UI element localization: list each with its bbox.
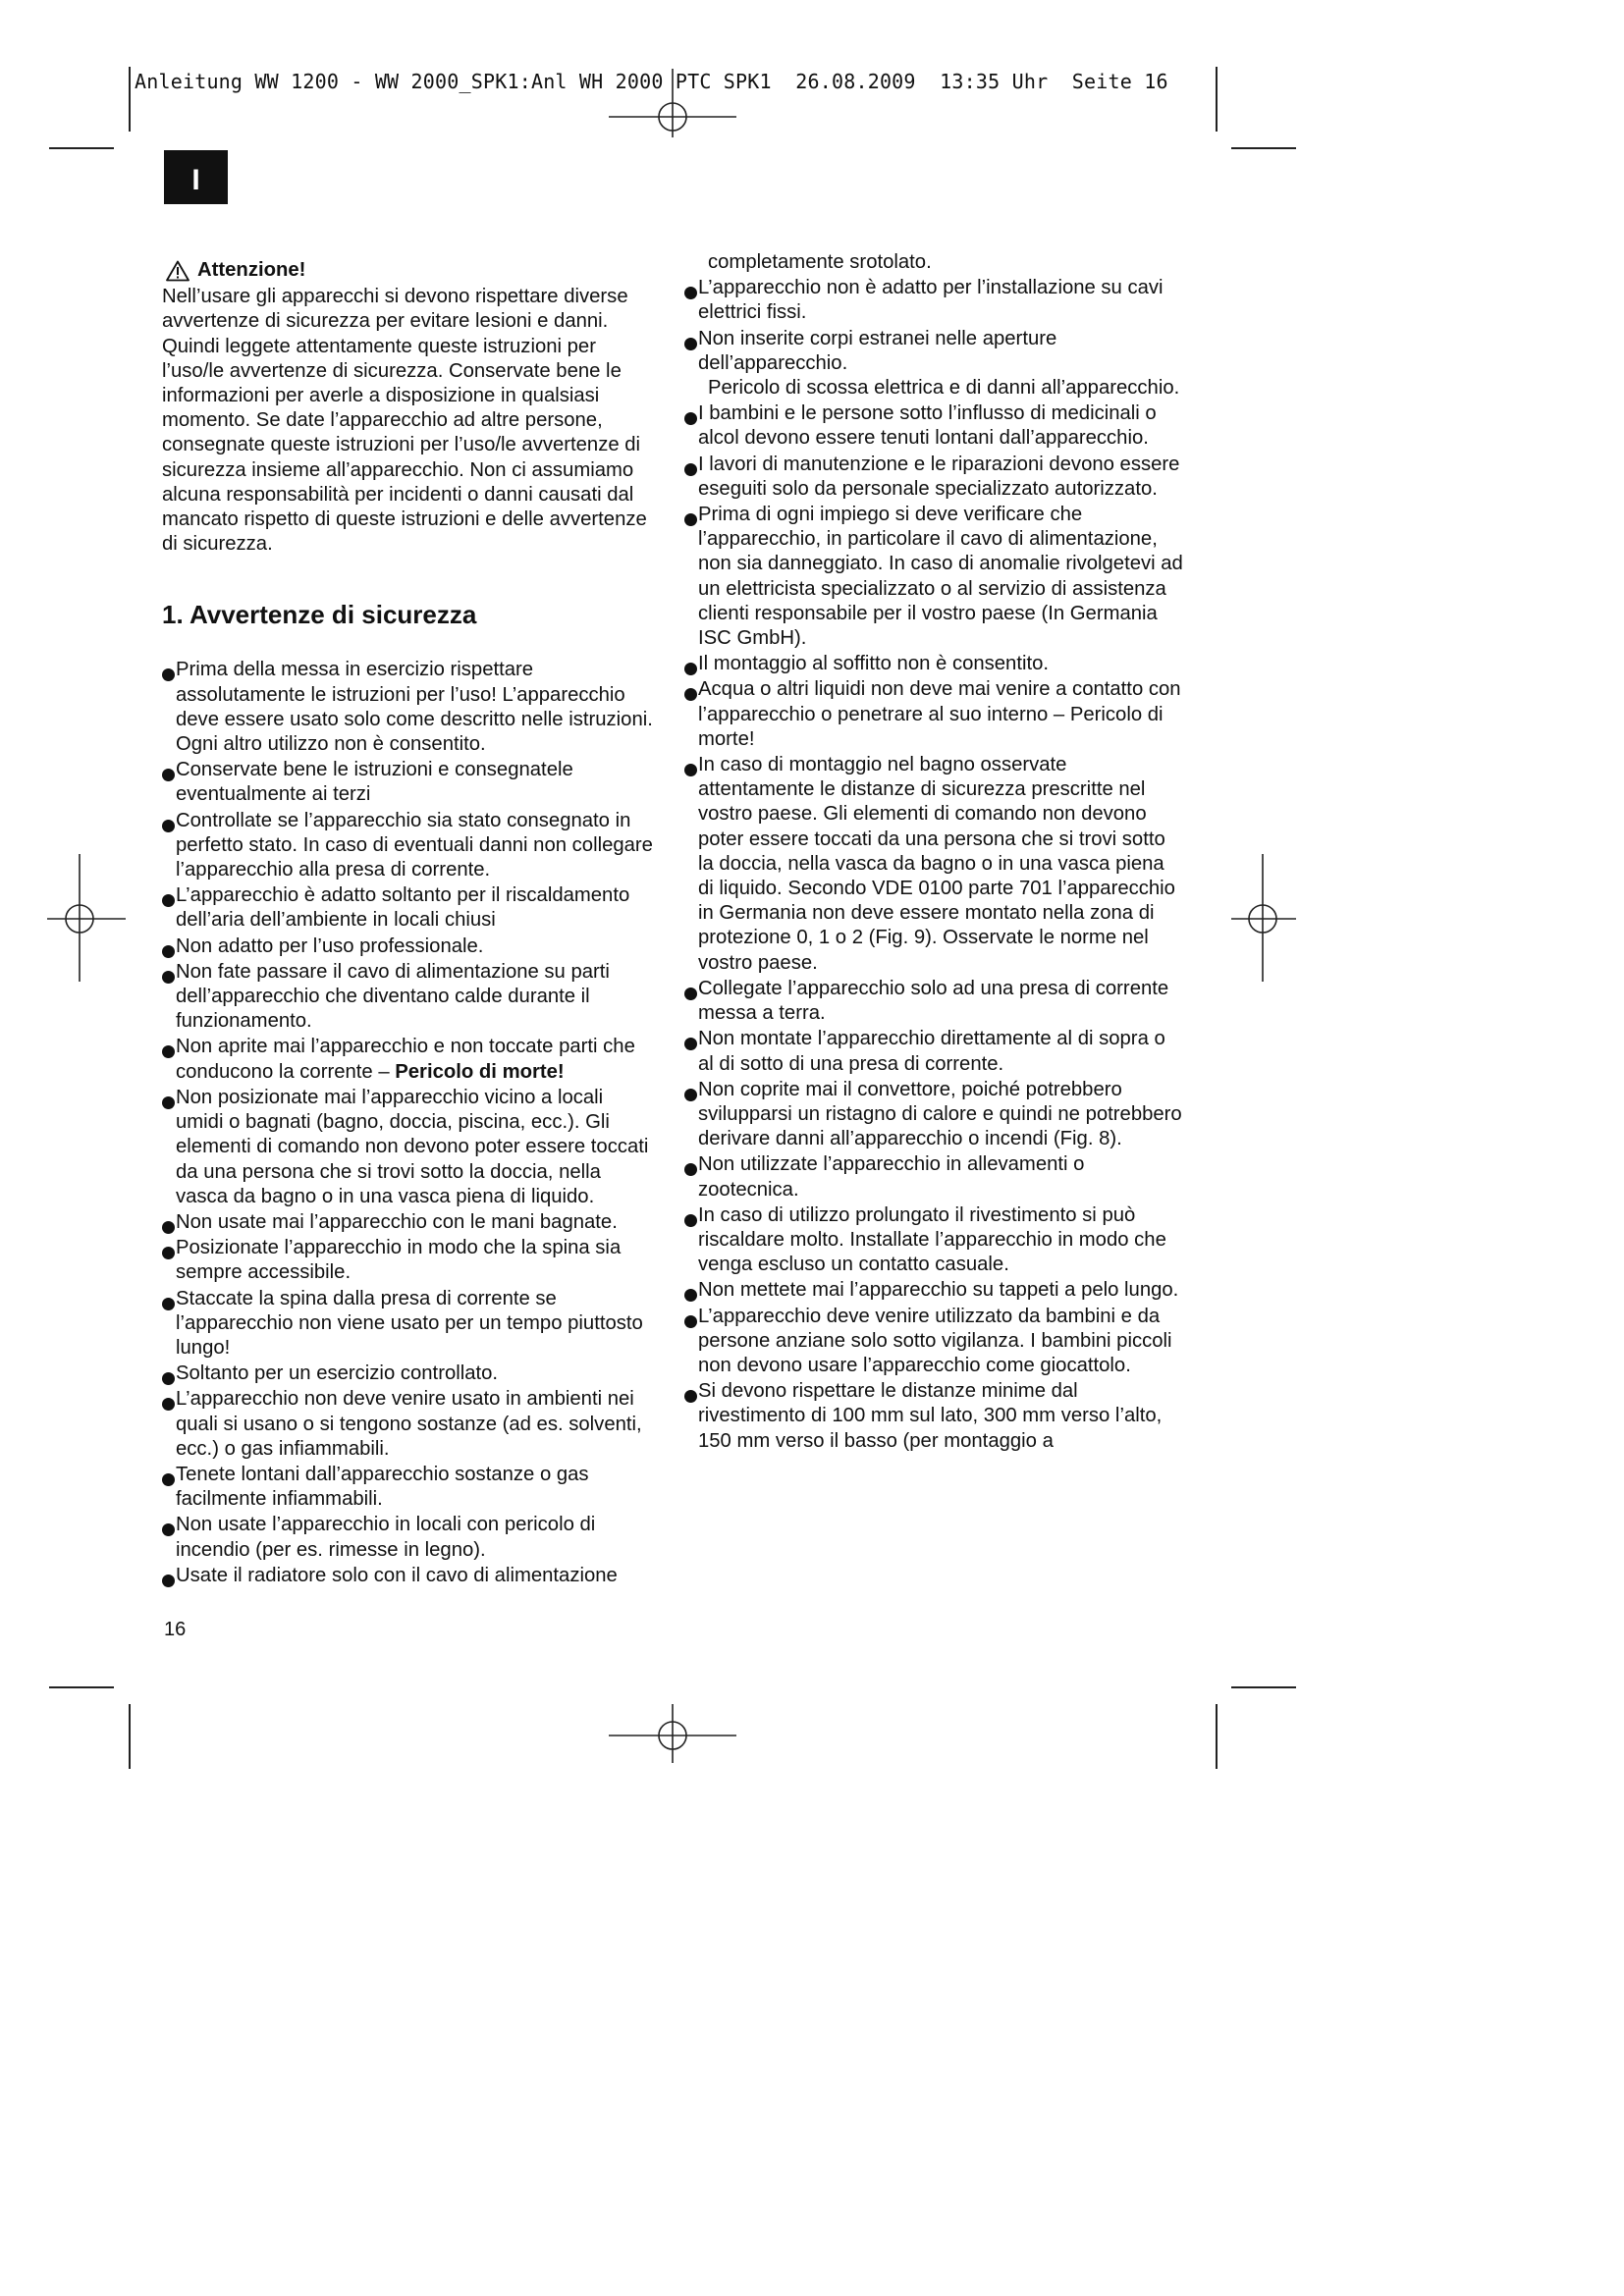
list-item: Usate il radiatore solo con il cavo di alimentazione: [162, 1564, 653, 1588]
list-item: Non montate l’apparecchio direttamente al di sopra o al di sotto di una presa di corrente.: [684, 1027, 1185, 1076]
registration-mark-bottom: [609, 1704, 736, 1773]
warning-heading: [166, 258, 653, 283]
print-header: Anleitung WW 1200 - WW 2000_SPK1:Anl WH 2000 PTC SPK1 26.08.2009 13:35 Uhr Seite 16: [135, 70, 1168, 93]
list-item: Non mettete mai l’apparecchio su tappeti a pelo lungo.: [684, 1278, 1185, 1303]
list-item: Soltanto per un esercizio controllato.: [162, 1362, 653, 1386]
crop-mark-bottom-left-vertical: [129, 1704, 131, 1769]
list-item: Il montaggio al soffitto non è consentito.: [684, 652, 1185, 676]
crop-mark-top-right-horizontal: [1231, 147, 1296, 149]
language-tab: I: [164, 150, 228, 204]
crop-mark-bottom-left-horizontal: [49, 1686, 114, 1688]
list-item-continuation: completamente srotolato.: [708, 251, 932, 273]
list-item: L’apparecchio non è adatto per l’installazione su cavi elettrici fissi.: [684, 276, 1185, 325]
list-item: Non inserite corpi estranei nelle aperture dell’apparecchio. Pericolo di scossa elettrica e di danni all’apparecchio.: [684, 327, 1185, 401]
page-number: 16: [164, 1619, 187, 1640]
warning-heading-text: Attenzione!: [197, 259, 306, 281]
list-item: Non adatto per l’uso professionale.: [162, 934, 653, 959]
list-item: Prima di ogni impiego si deve verificare che l’apparecchio, in particolare il cavo di alimentazione, non sia danneggiato. In caso di anomalie rivolgetevi ad un elettricista specializzato o al servizio di assistenza clienti responsabile per il vostro paese (In Germania ISC GmbH).: [684, 503, 1185, 651]
list-item: Non coprite mai il convettore, poiché potrebbero svilupparsi un ristagno di calore e quindi ne potrebbero derivare danni all’apparecchio o incendi (Fig. 8).: [684, 1078, 1185, 1152]
right-column: [684, 250, 1185, 1455]
list-item: L’apparecchio è adatto soltanto per il riscaldamento dell’aria dell’ambiente in locali chiusi: [162, 883, 653, 933]
list-item: Non usate l’apparecchio in locali con pericolo di incendio (per es. rimesse in legno).: [162, 1513, 653, 1562]
right-bullet-list: [684, 250, 1185, 1454]
list-item: Non usate mai l’apparecchio con le mani bagnate.: [162, 1210, 653, 1235]
list-item-note: Pericolo di scossa elettrica e di danni all’apparecchio.: [708, 377, 1180, 400]
list-item: Posizionate l’apparecchio in modo che la spina sia sempre accessibile.: [162, 1236, 653, 1285]
crop-mark-bottom-right-vertical: [1216, 1704, 1218, 1769]
list-item: Acqua o altri liquidi non deve mai venire a contatto con l’apparecchio o penetrare al suo interno – Pericolo di morte!: [684, 677, 1185, 752]
registration-mark-left: [47, 854, 126, 982]
left-column: [162, 258, 653, 1589]
list-item: Prima della messa in esercizio rispettare assolutamente le istruzioni per l’uso! L’apparecchio deve essere usato solo come descritto nelle istruzioni. Ogni altro utilizzo non è consentito.: [162, 658, 653, 757]
registration-mark-right: [1231, 854, 1310, 982]
section-title: 1. Avvertenze di sicurezza: [162, 600, 477, 630]
list-item: I lavori di manutenzione e le riparazioni devono essere eseguiti solo da personale specializzato autorizzato.: [684, 453, 1185, 502]
list-item: Non utilizzate l’apparecchio in allevamenti o zootecnica.: [684, 1152, 1185, 1201]
list-item: Si devono rispettare le distanze minime dal rivestimento di 100 mm sul lato, 300 mm verso l’alto, 150 mm verso il basso (per montaggio a: [684, 1379, 1185, 1454]
warning-triangle-icon: [166, 260, 189, 282]
list-item: In caso di montaggio nel bagno osservate attentamente le distanze di sicurezza prescritte nel vostro paese. Gli elementi di comando non devono poter essere toccati da una persona che si trovi sotto la doccia, nella vasca da bagno o in una vasca piena di liquido. Secondo VDE 0100 parte 701 l’apparecchio in Germania non deve essere montato nella zona di protezione 0, 1 o 2 (Fig. 9). Osservate le norme nel vostro paese.: [684, 753, 1185, 976]
crop-mark-bottom-right-horizontal: [1231, 1686, 1296, 1688]
warning-intro-text: Nell’usare gli apparecchi si devono rispettare diverse avvertenze di sicurezza per evitare lesioni e danni. Quindi leggete attentamente queste istruzioni per l’uso/le avvertenze di sicurezza. Conservate bene le informazioni per averle a disposizione in qualsiasi momento. Se date l’apparecchio ad altre persone, consegnate queste istruzioni per l’uso/le avvertenze di sicurezza insieme all’apparecchio. Non ci assumiamo alcuna responsabilità per incidenti o danni causati dal mancato rispetto di queste istruzioni e delle avvertenze di sicurezza.: [162, 286, 647, 556]
list-item: Conservate bene le istruzioni e consegnatele eventualmente ai terzi: [162, 758, 653, 807]
list-item: Collegate l’apparecchio solo ad una presa di corrente messa a terra.: [684, 977, 1185, 1026]
list-item: In caso di utilizzo prolungato il rivestimento si può riscaldare molto. Installate l’apparecchio in modo che venga escluso un contatto casuale.: [684, 1203, 1185, 1278]
danger-warning: Pericolo di morte!: [395, 1060, 565, 1083]
list-item: I bambini e le persone sotto l’influsso di medicinali o alcol devono essere tenuti lontani dall’apparecchio.: [684, 401, 1185, 451]
crop-mark-top-right-vertical: [1216, 67, 1218, 132]
list-item: Staccate la spina dalla presa di corrente se l’apparecchio non viene usato per un tempo piuttosto lungo!: [162, 1287, 653, 1362]
registration-mark-top: [609, 69, 736, 137]
list-item: Tenete lontani dall’apparecchio sostanze o gas facilmente infiammabili.: [162, 1463, 653, 1512]
list-item: Non aprite mai l’apparecchio e non toccate parti che conducono la corrente – Pericolo di morte!: [162, 1035, 653, 1084]
list-item: Non posizionate mai l’apparecchio vicino a locali umidi o bagnati (bagno, doccia, piscina, ecc.). Gli elementi di comando non devono poter essere toccati da una persona che si trovi sotto la doccia, nella vasca da bagno o in una vasca piena di liquido.: [162, 1086, 653, 1209]
list-item: Non fate passare il cavo di alimentazione su parti dell’apparecchio che diventano calde durante il funzionamento.: [162, 960, 653, 1035]
left-bullet-list: [162, 658, 653, 1588]
crop-mark-top-left-vertical: [129, 67, 131, 132]
list-item: L’apparecchio deve venire utilizzato da bambini e da persone anziane solo sotto vigilanza. I bambini piccoli non devono usare l’apparecchio come giocattolo.: [684, 1305, 1185, 1379]
warning-intro: [162, 285, 653, 557]
list-item: Controllate se l’apparecchio sia stato consegnato in perfetto stato. In caso di eventuali danni non collegare l’apparecchio alla presa di corrente.: [162, 809, 653, 883]
crop-mark-top-left-horizontal: [49, 147, 114, 149]
list-item: L’apparecchio non deve venire usato in ambienti nei quali si usano o si tengono sostanze (ad es. solventi, ecc.) o gas infiammabili.: [162, 1387, 653, 1462]
